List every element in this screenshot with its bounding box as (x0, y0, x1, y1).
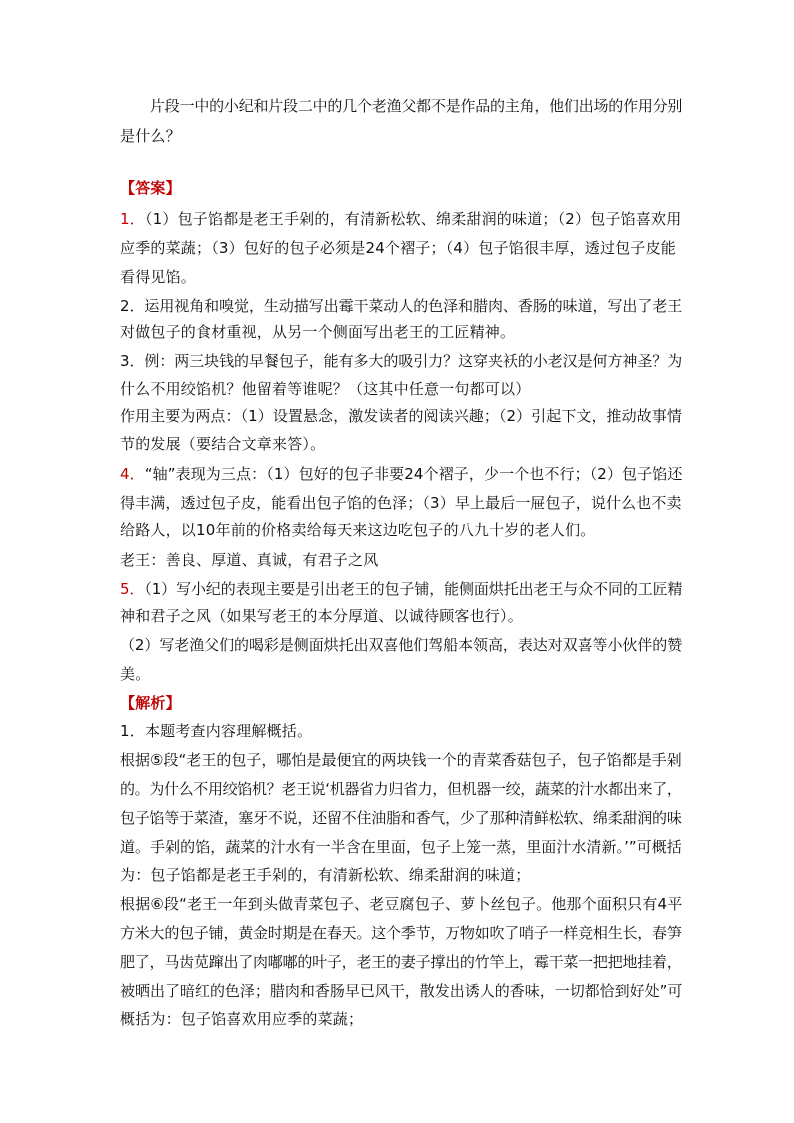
question-line-1: 片段一中的小纪和片段二中的几个老渔父都不是作品的主角，他们出场的作用分别 (150, 97, 683, 115)
analysis-para1-line-4: 道。手剁的馅，蔬菜的汁水有一半含在里面，包子上笼一蒸，里面汁水清新。’”可概括 (120, 838, 682, 856)
answer-5-line-2: 神和君子之风（如果写老王的本分厚道、以诚待顾客也行）。 (120, 607, 523, 625)
analysis-para1-line-1: 根据⑤段“老王的包子，哪怕是最便宜的两块钱一个的青菜香菇包子，包子馅都是手剁 (120, 751, 682, 769)
analysis-para2-line-1: 根据⑥段“老王一年到头做青菜包子、老豆腐包子、萝卜丝包子。他那个面积只有4平 (120, 895, 683, 913)
question-line-2: 是什么？ (120, 127, 181, 145)
analysis-line-1: 1．本题考查内容理解概括。 (120, 722, 313, 740)
analysis-para2-line-5: 概括为：包子馅喜欢用应季的菜蔬； (120, 1010, 364, 1028)
answer-3-line-4: 节的发展（要结合文章来答）。 (120, 435, 326, 453)
answer-2-number: 2． (120, 297, 145, 315)
answer-3-text: 例：两三块钱的早餐包子，能有多大的吸引力？这穿夹袄的小老汉是何方神圣？为 (144, 352, 683, 370)
answer-5-line-3: （2）写老渔父们的喝彩是侧面烘托出双喜他们驾船本领高，表达对双喜等小伙伴的赞 (120, 636, 683, 654)
answer-3-number: 3． (120, 352, 145, 370)
answer-3-line-1 (120, 351, 682, 371)
answer-1-line-2: 应季的菜蔬；（3）包好的包子必须是24个褶子；（4）包子馅很丰厚，透过包子皮能 (120, 239, 676, 257)
answer-2-line-1 (120, 296, 682, 316)
answer-3-line-3: 作用主要为两点：（1）设置悬念，激发读者的阅读兴趣；（2）引起下文，推动故事情 (120, 407, 682, 425)
answer-5-line-1 (120, 579, 682, 599)
answer-1-text: （1）包子馅都是老王手剁的，有清新松软、绵柔甜润的味道；（2）包子馅喜欢用 (144, 210, 682, 228)
answer-heading: 【答案】 (120, 179, 181, 197)
answer-4-text: “轴”表现为三点：（1）包好的包子非要24个褶子，少一个也不行；（2）包子馅还 (144, 465, 683, 483)
analysis-para2-line-4: 被晒出了暗红的色泽；腊肉和香肠早已风干，散发出诱人的香味，一切都恰到好处”可 (120, 982, 683, 1000)
answer-1-line-3: 看得见馅。 (120, 268, 197, 286)
answer-4-line-1 (120, 464, 682, 484)
analysis-para1-line-3: 包子馅等于菜渣，塞牙不说，还留不住油脂和香气，少了那种清鲜松软、绵柔甜润的味 (120, 809, 682, 827)
answer-4-line-4: 老王：善良、厚道、真诚，有君子之风 (120, 551, 379, 569)
answer-5-text: （1）写小纪的表现主要是引出老王的包子铺，能侧面烘托出老王与众不同的工匠精 (144, 580, 683, 598)
answer-3-line-2: 什么不用绞馅机？他留着等谁呢？（这其中任意一句都可以） (120, 380, 531, 398)
answer-1-number: 1． (120, 210, 145, 228)
analysis-para2-line-2: 方米大的包子铺，黄金时期是在春天。这个季节，万物如吹了哨子一样竞相生长，春笋 (120, 924, 682, 942)
analysis-para1-line-5: 为：包子馅都是老王手剁的，有清新松软、绵柔甜润的味道； (120, 866, 531, 884)
answer-5-number: 5． (120, 580, 145, 598)
answer-5-line-4: 美。 (120, 665, 151, 683)
analysis-para1-line-2: 的。为什么不用绞馅机？老王说‘机器省力归省力，但机器一绞，蔬菜的汁水都出来了， (120, 780, 682, 798)
answer-1-line-1 (120, 209, 681, 229)
analysis-para2-line-3: 肥了，马齿苋蹿出了肉嘟嘟的叶子，老王的妻子撑出的竹竿上，霉干菜一把把地挂着， (120, 953, 682, 971)
answer-4-number: 4． (120, 465, 145, 483)
answer-4-line-2: 得丰满，透过包子皮，能看出包子馅的色泽；（3）早上最后一屉包子，说什么也不卖 (120, 494, 682, 512)
answer-2-line-2: 对做包子的食材重视，从另一个侧面写出老王的工匠精神。 (120, 323, 516, 341)
answer-4-line-3: 给路人，以10年前的价格卖给每天来这边吃包子的八九十岁的老人们。 (120, 521, 596, 539)
analysis-heading: 【解析】 (120, 694, 181, 712)
answer-2-text: 运用视角和嗅觉，生动描写出霉干菜动人的色泽和腊肉、香肠的味道，写出了老王 (144, 297, 683, 315)
